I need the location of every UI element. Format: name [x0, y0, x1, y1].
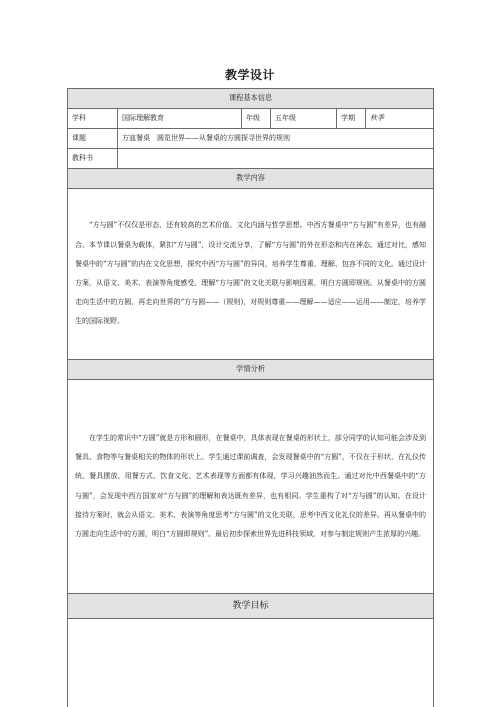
textbook-value	[118, 149, 434, 169]
basic-info-header: 课程基本信息	[68, 89, 434, 109]
content-header: 教学内容	[68, 169, 434, 189]
analysis-header: 学情分析	[68, 360, 434, 380]
topic-label: 课题	[68, 129, 118, 149]
term-label: 学期	[337, 109, 366, 129]
page-title: 教学设计	[224, 68, 275, 82]
goals-cell	[68, 619, 434, 707]
subject-value: 国际理解教育	[118, 109, 242, 129]
topic-value: 方寇餐桌 圆览世界——从餐桌的方圆探寻世界的规则	[118, 129, 434, 149]
grade-value: 五年级	[271, 109, 337, 129]
analysis-paragraph: 在学生的常识中“方圆”就是方形和圆形，在餐桌中，具体表现在餐桌的形状上，部分同学的认知可能会涉及到餐具、食物等与餐桌相关的物体的形状上。学生通过课前调查，会发现餐桌中的“方圆”，不仅在于形状，在礼仪传统、餐具摆放、用餐方式、饮食文化、艺术表现等方面都有体现，学习兴趣油然而生。通过对比中西餐桌中的“方与圆”，会发现中西方国家对“方与圆”的理解和表达既有差异，也有相同。学生重构了对“方与圆”的认知，在设计接待方案时，就会从语文、美术、表演等角度思考“方与圆”的文化关联，思考中西文化礼仪的差异。再从餐桌中的方圆走向生活中的方圆，明白“方圆即规则”。最后初步探索世界先进科技领域，对参与制定规则产生浓厚的兴趣。	[75, 433, 427, 538]
textbook-label: 教科书	[68, 149, 118, 169]
grade-label: 年级	[242, 109, 271, 129]
goals-header: 教学目标	[68, 594, 434, 619]
lesson-plan-table	[67, 88, 434, 707]
subject-label: 学科	[68, 109, 118, 129]
term-value: 秋季	[366, 109, 434, 129]
analysis-cell	[68, 380, 434, 594]
content-cell	[68, 189, 434, 360]
content-paragraph: “方与圆”不仅仅是形态，还有较高的艺术价值、文化内涵与哲学思想。中西方餐桌中“方与圆”有差异，也有融合。本节课以餐桌为载体，紧扣“方与圆”，设计交流分享，了解“方与圆”的外在形态和内在神态。通过对比，感知餐桌中的“方与圆”的内在文化思想，探究中西“方与圆”的异同，培养学生尊重、理解、包容不同的文化。通过设计方案，从语文、美术、表演等角度感受、理解“方与圆”的文化关联与影响因素，明白方圆即规则。从餐桌中的方圆走向生活中的方圆，再走向世界的“方与圆——（规则)，对规则尊重——理解——适应——运用——制定，培养学生的国际视野。	[75, 221, 427, 326]
